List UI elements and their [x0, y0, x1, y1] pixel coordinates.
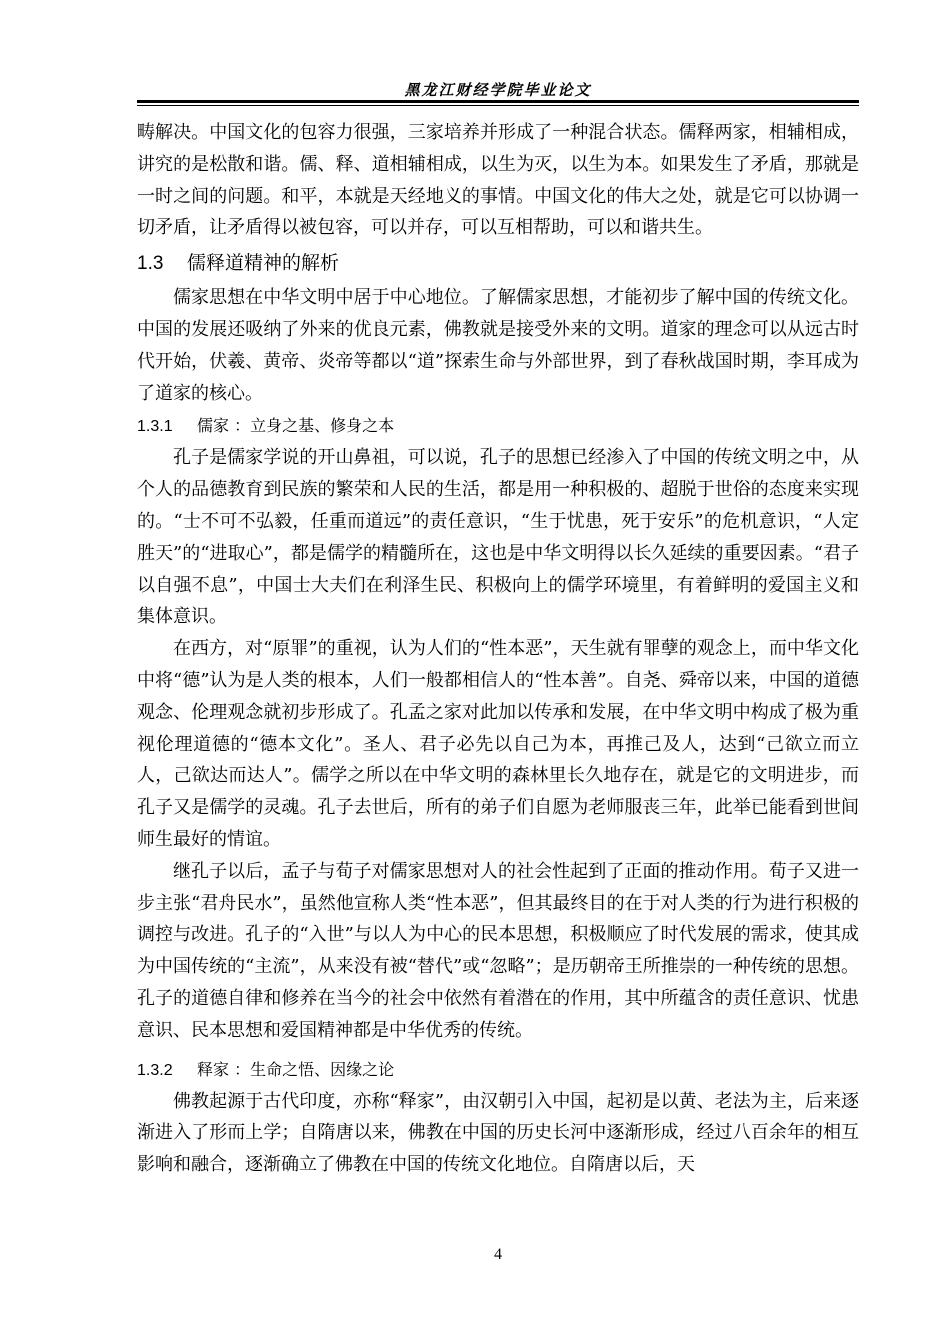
section-title: 儒释道精神的解析	[187, 252, 340, 275]
section-number: 1.3	[137, 253, 164, 275]
subsection-heading-1-3-1	[137, 411, 859, 442]
document-body	[137, 117, 859, 1181]
paragraph: 在西方，对“原罪”的重视，认为人们的“性本恶”，天生就有罪孽的观念上，而中华文化中将“德”认为是人类的根本，人们一般都相信人的“性本善”。自尧、舜帝以来，中国的道德观念、伦理观念就初步形成了。孔孟之家对此加以传承和发展，在中华文明中构成了极为重视伦理道德的“德本文化”。圣人、君子必先以自己为本，再推己及人，达到“己欲立而立人，己欲达而达人”。儒学之所以在中华文明的森林里长久地存在，就是它的文明进步，而孔子又是儒学的灵魂。孔子去世后，所有的弟子们自愿为老师服丧三年，此举已能看到世间师生最好的情谊。	[137, 638, 859, 850]
paragraph: 儒家思想在中华文明中居于中心地位。了解儒家思想，才能初步了解中国的传统文化。中国的发展还吸纳了外来的优良元素，佛教就是接受外来的文明。道家的理念可以从远古时代开始，伏羲、黄帝、炎帝等都以“道”探索生命与外部世界，到了春秋战国时期，李耳成为了道家的核心。	[137, 287, 859, 404]
running-header: 黑龙江财经学院毕业论文	[404, 81, 592, 99]
section-heading-1-3	[137, 248, 859, 279]
subsection-title: 儒家 ：立身之基、修身之本	[197, 416, 395, 436]
header-rule-thick	[137, 100, 859, 103]
subsection-title: 释家 ：生命之悟、因缘之论	[197, 1059, 395, 1079]
subsection-heading-1-3-2	[137, 1055, 859, 1086]
paragraph: 继孔子以后，孟子与荀子对儒家思想对人的社会性起到了正面的推动作用。荀子又进一步主张“君舟民水”，虽然他宣称人类“性本恶”，但其最终目的在于对人类的行为进行积极的调控与改进。孔子的“入世”与以人为中心的民本思想，积极顺应了时代发展的需求，使其成为中国传统的“主流”，从来没有被“替代”或“忽略”；是历朝帝王所推崇的一种传统的思想。孔子的道德自律和修养在当今的社会中依然有着潜在的作用，其中所蕴含的责任意识、忧患意识、民本思想和爱国精神都是中华优秀的传统。	[137, 860, 859, 1041]
subsection-number: 1.3.2	[137, 1061, 173, 1079]
paragraph: 佛教起源于古代印度，亦称“释家”，由汉朝引入中国，起初是以黄、老法为主，后来逐渐进入了形而上学；自隋唐以来，佛教在中国的历史长河中逐渐形成，经过八百余年的相互影响和融合，逐渐确立了佛教在中国的传统文化地位。自隋唐以后，天	[137, 1090, 859, 1176]
paragraph: 孔子是儒家学说的开山鼻祖，可以说，孔子的思想已经渗入了中国的传统文明之中，从个人的品德教育到民族的繁荣和人民的生活，都是用一种积极的、超脱于世俗的态度来实现的。“士不可不弘毅，任重而道远”的责任意识，“生于忧患，死于安乐”的危机意识，“人定胜天”的“进取心”，都是儒学的精髓所在，这也是中华文明得以长久延续的重要因素。“君子以自强不息”，中国士大夫们在利泽生民、积极向上的儒学环境里，有着鲜明的爱国主义和集体意识。	[137, 447, 859, 628]
header-rule-thin	[137, 105, 859, 106]
subsection-number: 1.3.1	[137, 418, 173, 436]
page-number: 4	[494, 1246, 502, 1263]
paragraph: 畴解决。中国文化的包容力很强，三家培养并形成了一种混合状态。儒释两家，相辅相成，讲究的是松散和谐。儒、释、道相辅相成，以生为灭，以生为本。如果发生了矛盾，那就是一时之间的问题。和平，本就是天经地义的事情。中国文化的伟大之处，就是它可以协调一切矛盾，让矛盾得以被包容，可以并存，可以互相帮助，可以和谐共生。	[137, 122, 859, 239]
